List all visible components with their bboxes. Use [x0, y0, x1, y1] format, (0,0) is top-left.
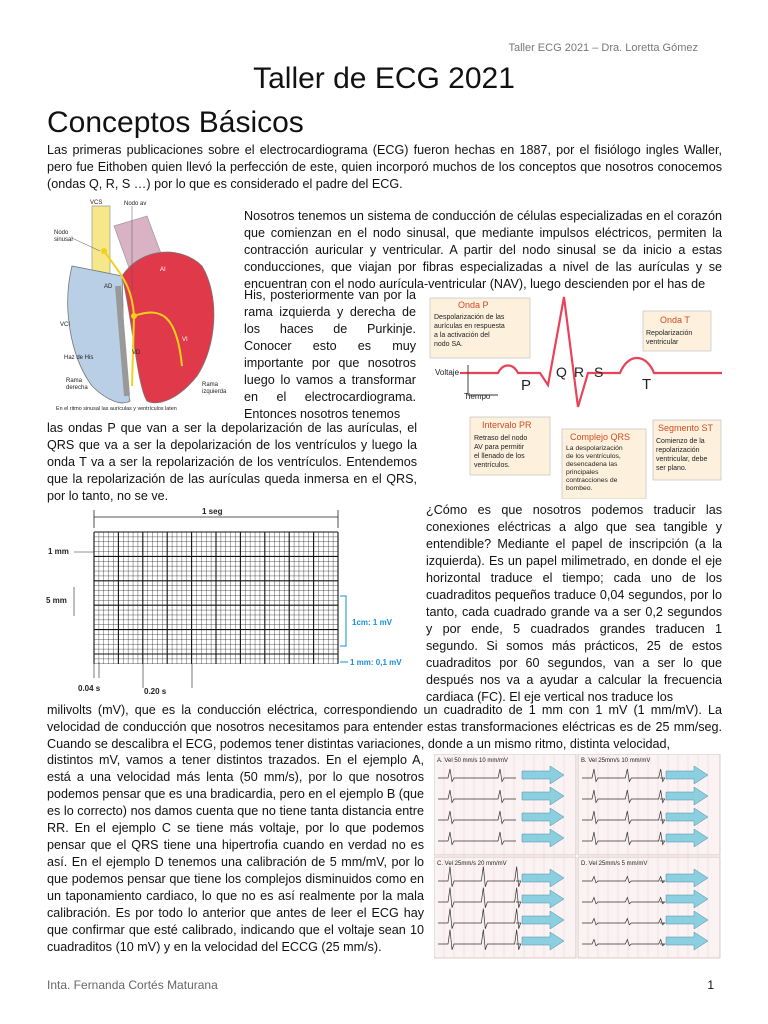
svg-text:Onda P: Onda P — [458, 300, 489, 310]
label-020-s: 0.20 s — [144, 687, 167, 696]
callout-intervalo-pr — [470, 417, 550, 475]
wave-letter-r: R — [574, 364, 585, 380]
svg-text:ventricular: ventricular — [646, 339, 679, 346]
svg-text:desencadena las: desencadena las — [566, 461, 618, 468]
calibration-panel — [434, 754, 576, 855]
ecg-paper-figure — [44, 502, 418, 702]
intro-paragraph: Las primeras publicaciones sobre el electrocardiograma (ECG) fueron hechas en 1887, por el fisiólogo ingles Waller, pero fue Eithoben quien llevó la perfección de este, quien incorporó muchos de los conceptos que nosotros conocemos (ondas Q, R, S …) por lo que es considerado el padre del ECG. — [47, 143, 722, 191]
calibration-panel-label: C. Vel 25mm/s 20 mm/mV — [437, 861, 507, 867]
running-header: Taller ECG 2021 – Dra. Loretta Gómez — [508, 42, 698, 54]
heart-conduction-figure — [52, 196, 232, 418]
svg-text:sinusal: sinusal — [54, 237, 73, 243]
label-vd: VD — [132, 350, 141, 356]
calibration-figure — [434, 754, 722, 960]
page-title: Taller de ECG 2021 — [253, 62, 515, 95]
svg-text:La despolarización: La despolarización — [566, 445, 623, 452]
svg-text:AV para permitir: AV para permitir — [474, 444, 525, 451]
sinus-node-dot — [101, 248, 107, 254]
svg-text:Intervalo PR: Intervalo PR — [482, 420, 532, 430]
axis-voltage: Voltaje — [435, 368, 460, 377]
svg-text:Retraso del nodo: Retraso del nodo — [474, 435, 528, 442]
label-1cm-1mv: 1cm: 1 mV — [352, 618, 393, 627]
calibration-panel — [578, 857, 720, 958]
label-nodo-av: Nodo av — [124, 201, 147, 207]
av-node-dot — [131, 313, 137, 319]
svg-text:ser plano.: ser plano. — [656, 465, 687, 472]
label-ad: AD — [104, 284, 113, 290]
calibration-panel — [578, 754, 720, 855]
svg-text:izquierda: izquierda — [202, 389, 227, 395]
svg-text:a la activación del: a la activación del — [434, 332, 490, 339]
label-vci: VCI — [60, 322, 71, 328]
calibration-panel — [434, 857, 576, 958]
svg-text:Onda T: Onda T — [660, 315, 690, 325]
svg-text:principales: principales — [566, 469, 599, 476]
svg-text:repolarización: repolarización — [656, 447, 700, 454]
wave-letter-t: T — [642, 376, 652, 393]
svg-text:de los ventrículos,: de los ventrículos, — [566, 453, 621, 460]
svg-text:ventrículos.: ventrículos. — [474, 462, 510, 469]
label-rama-izquierda: Rama — [202, 382, 219, 388]
svg-text:Segmento ST: Segmento ST — [658, 423, 714, 433]
label-004-s: 0.04 s — [78, 684, 101, 693]
paper-paragraph: ¿Cómo es que nosotros podemos traducir las conexiones eléctricas a algo que sea tangible y entendible? Mediante el papel de inscripción (a la izquierda). Es un papel milimetrado, en donde el eje horizontal traduce el tiempo; cada uno de los cuadraditos pequeños traduce 0,04 segundos, por lo tanto, cada cuadrado grande va a ser 0,2 segundos y por ende, 5 cuadrados grandes traducen 1 segundo. Si somos más prácticos, 25 de estos cuadraditos por 60 segundos, van a ser lo que después nos va a ayudar a calcular la frecuencia cardiaca (FC). El eje vertical nos traduce los — [426, 503, 722, 704]
conduction-paragraph: Nosotros tenemos un sistema de conducción de células especializadas en el corazón que comienzan en el nodo sinusal, que mediante impulsos eléctricos, permiten la contracción auricular y ventricular. A partir del nodo sinusal se da inicio a estas conducciones, que viajan por fibras especializadas a nivel de las aurículas y se encuentran con el nodo aurícula-ventricular (NAV), luego descienden por el has de — [244, 209, 722, 291]
wave-letter-q: Q — [556, 364, 567, 380]
calibration-paragraph: distintos mV, vamos a tener distintos trazados. En el ejemplo A, está a una velocidad más lenta (50 mm/s), por lo que nosotros podemos pensar que es una bradicardia, pero en el ejemplo B (que es lo correcto) nos damos cuenta que no tiene tanta distancia entre RR. En el ejemplo C se tiene más voltaje, por lo que podemos pensar que el QRS tiene una hipertrofia cuando en verdad no es así. En el ejemplo D tenemos una calibración de 5 mm/mV, por lo que podemos pensar que tiene los complejos disminuidos como en un taponamiento cardiaco, lo que no es así realmente por la mala calibración. Es por todo lo anterior que antes de leer el ECG hay que confirmar que esté calibrado, indicando que el voltaje sean 10 cuadraditos (10 mV) y en la velocidad del ECCG (25 mm/s). — [47, 753, 424, 954]
conduction-paragraph-narrow: His, posteriormente van por la rama izquierda y derecha de los haces de Purkinje. Conocer esto es muy importante por que nosotros luego lo vamos a transformar en el electrocardiograma. Entonces nosotros tenemos — [244, 288, 416, 421]
section-title: Conceptos Básicos — [47, 106, 304, 139]
label-1mm-01mv: 1 mm: 0,1 mV — [350, 658, 402, 667]
paper-paragraph-full: milivolts (mV), que es la conducción eléctrica, correspondiendo un cuadradito de 1 mm con 1 mV (1 mm/mV). La velocidad de conducción que nosotros necesitamos para entender estas transformaciones eléctricas es de 25 mm/seg. Cuando se descalibra el ECG, podemos tener distintas variaciones, donde a un mismo ritmo, distinta velocidad, — [47, 703, 722, 751]
label-ai: AI — [160, 267, 166, 273]
callout-onda-p — [430, 298, 530, 358]
label-rama-derecha: Rama — [66, 378, 83, 384]
axes — [468, 365, 498, 395]
svg-text:aurículas en respuesta: aurículas en respuesta — [434, 323, 505, 330]
waves-paragraph: las ondas P que van a ser la depolarización de las aurículas, el QRS que va a ser la depolarización de los ventrículos y luego la onda T va a ser la repolarización de los ventrículos. Entendemos que la repolarización de las aurículas queda inmersa en el QRS, por lo tanto, no se ve. — [47, 421, 417, 503]
label-vi: VI — [182, 337, 188, 343]
svg-text:derecha: derecha — [66, 385, 88, 391]
svg-text:bombeo.: bombeo. — [566, 485, 593, 492]
callout-onda-t — [643, 311, 711, 351]
page-number: 1 — [707, 978, 714, 992]
ecg-grid — [94, 532, 338, 664]
svg-text:ventricular, debe: ventricular, debe — [656, 456, 708, 463]
svg-text:el llenado de los: el llenado de los — [474, 453, 525, 460]
calibration-panel-label: B. Vel 25mm/s 10 mm/mV — [581, 758, 651, 764]
heart-caption: En el ritmo sinusal las aurículas y ventrículos laten — [56, 406, 177, 412]
label-haz-de-his: Haz de His — [64, 355, 94, 361]
ecg-wave-figure — [428, 295, 722, 499]
wave-letter-p: P — [521, 377, 532, 394]
svg-text:Repolarización: Repolarización — [646, 330, 693, 337]
footer-author: Inta. Fernanda Cortés Maturana — [47, 978, 218, 992]
svg-text:Despolarización de las: Despolarización de las — [434, 314, 505, 321]
svg-text:Complejo QRS: Complejo QRS — [570, 432, 631, 442]
svg-text:nodo SA.: nodo SA. — [434, 341, 463, 348]
axis-time: Tiempo — [464, 392, 491, 401]
left-heart — [122, 252, 214, 403]
label-1-seg: 1 seg — [202, 507, 223, 516]
label-1-mm: 1 mm — [48, 547, 69, 556]
vena-cava-superior — [92, 206, 110, 276]
callout-complejo-qrs — [562, 429, 646, 499]
svg-text:Comienzo de la: Comienzo de la — [656, 438, 705, 445]
label-nodo-sinusal: Nodo — [54, 230, 69, 236]
callout-segmento-st — [653, 420, 721, 480]
calibration-panel-label: D. Vel 25mm/s 5 mm/mV — [581, 861, 648, 867]
calibration-panel-label: A. Vel 50 mm/s 10 mm/mV — [437, 758, 509, 764]
svg-text:contracciones de: contracciones de — [566, 477, 618, 484]
wave-letter-s: S — [594, 364, 604, 380]
label-5-mm: 5 mm — [46, 596, 67, 605]
label-vcs: VCS — [90, 200, 103, 206]
